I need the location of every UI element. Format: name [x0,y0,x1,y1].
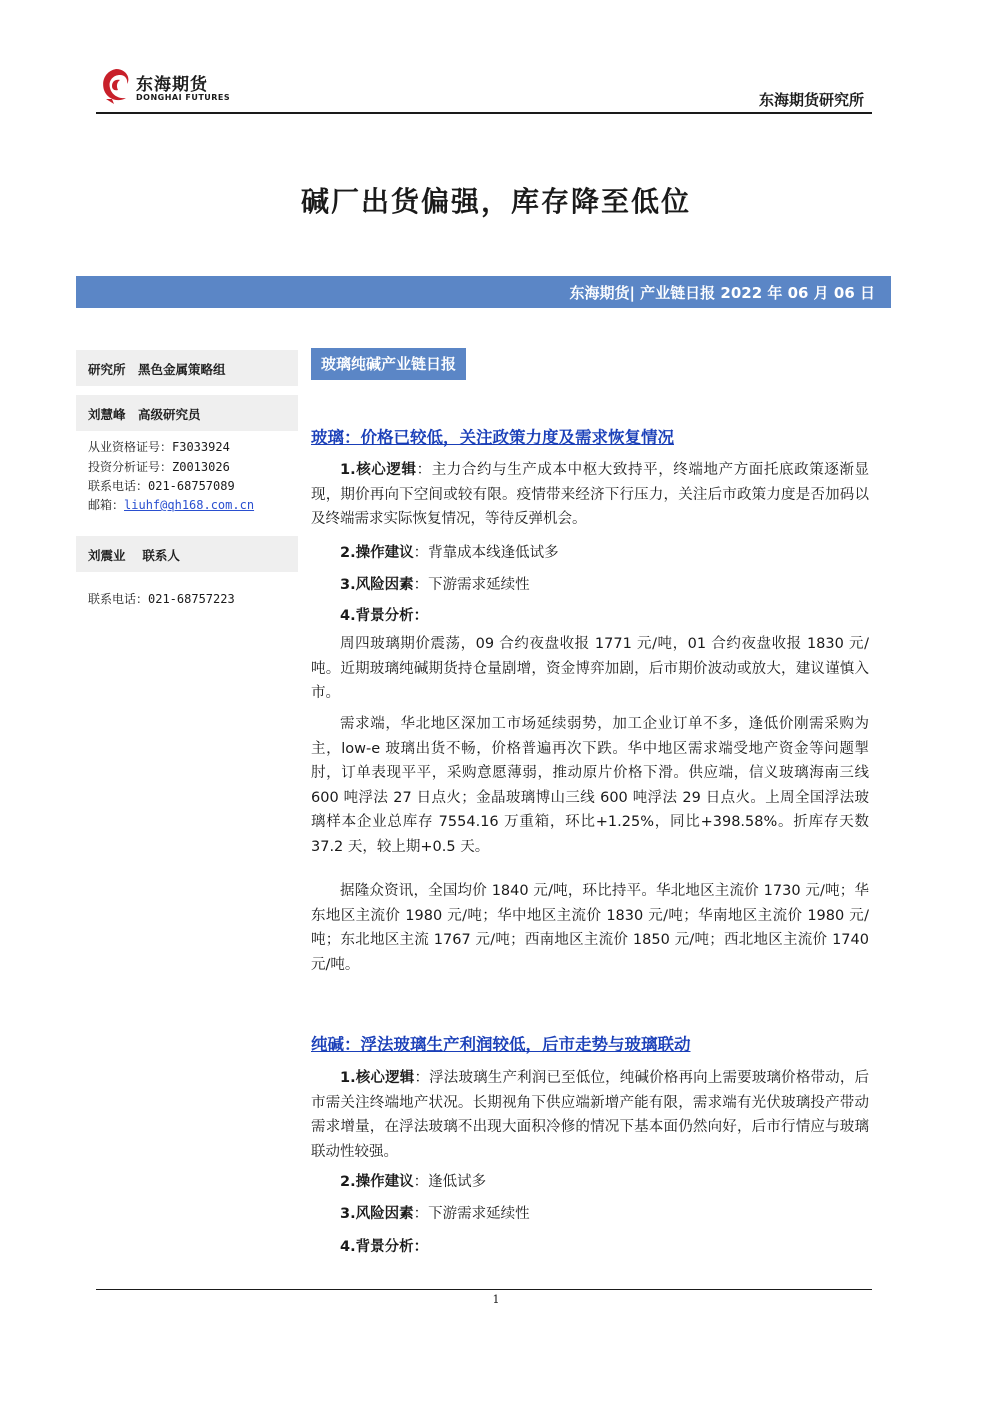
soda-advice-text: ：逢低试多 [413,1174,487,1190]
soda-risk [311,1202,530,1223]
dept-header [76,350,298,386]
soda-bg-colon: ： [413,1239,429,1255]
glass-para-2: 需求端，华北地区深加工市场延续弱势，加工企业订单不多，逢低价刚需采购为主，low-e 玻璃出货不畅，价格普遍再次下跌。华中地区需求端受地产资金等问题掣肘，订单表现平平，采购意愿薄弱，推动原片价格下滑。供应端，信义玻璃海南三线 600 吨浮法 27 日点火；金晶玻璃博山三线 600 吨浮法 29 日点火。上周全国浮法玻璃样本企业总库存 7554.16 万重箱，环比+1.25%，同比+398.58%。折库存天数 37.2 天，较上期+0.5 天。 [311,716,869,855]
analyst1-phone: 联系电话：021-68757089 [88,479,235,493]
report-title: 碱厂出货偏强，库存降至低位 [300,185,691,218]
soda-background [311,1235,428,1256]
glass-para-3: 据隆众资讯，全国均价 1840 元/吨，环比持平。华北地区主流价 1730 元/吨；华东地区主流价 1980 元/吨；华中地区主流价 1830 元/吨；华南地区主流价 1980 元/吨；东北地区主流 1767 元/吨；西南地区主流价 1850 元/吨；西北地区主流价 1740 元/吨。 [311,883,869,973]
soda-heading: 纯碱：浮法玻璃生产利润较低，后市走势与玻璃联动 [311,1035,691,1054]
glass-heading: 玻璃：价格已较低，关注政策力度及需求恢复情况 [311,428,674,447]
glass-risk-label: 3.风险因素 [340,577,414,593]
glass-advice-text: ：背靠成本线逢低试多 [413,545,559,561]
soda-advice-label: 2.操作建议 [340,1174,414,1190]
soda-risk-text: ：下游需求延续性 [413,1206,530,1222]
glass-advice [311,541,559,562]
glass-advice-label: 2.操作建议 [340,545,414,561]
analyst1-email-row [88,496,254,513]
glass-risk [311,573,530,594]
analyst2-header [76,536,298,572]
soda-advice [311,1170,486,1191]
glass-logic-text: ：主力合约与生产成本中枢大致持平，终端地产方面托底政策逐渐显现，期价再向下空间或较有限。疫情带来经济下行压力，关注后市政策力度是否加码以及终端需求实际恢复情况，等待反弹机会。 [311,462,869,527]
glass-bg-colon: ： [413,608,429,624]
glass-core-logic [311,458,869,532]
soda-logic-text: ：浮法玻璃生产利润已至低位，纯碱价格再向上需要玻璃价格带动，后市需关注终端地产状况。长期视角下供应端新增产能有限，需求端有光伏玻璃投产带动需求增量，在浮法玻璃不出现大面积冷修的情况下基本面仍然向好，后市行情应与玻璃联动性较强。 [311,1070,869,1160]
analyst1-cert: 从业资格证号：F3033924 [88,440,230,454]
footer-divider [96,1289,872,1290]
analyst1-name: 刘慧峰 高级研究员 [88,407,201,422]
email-label: 邮箱： [88,498,125,512]
glass-logic-label: 1.核心逻辑 [340,462,417,478]
soda-risk-label: 3.风险因素 [340,1206,414,1222]
analyst1-header [76,395,298,431]
soda-bg-label: 4.背景分析 [340,1239,414,1255]
company-logo [98,66,238,110]
page-number: 1 [492,1293,500,1306]
analyst2-name: 刘震业 联系人 [88,548,180,563]
logo-chinese-name: 东海期货 [136,75,208,95]
dept-label: 研究所 黑色金属策略组 [88,362,226,377]
institute-name: 东海期货研究所 [758,91,864,109]
banner-text: 东海期货| 产业链日报 2022 年 06 月 06 日 [569,284,875,302]
soda-core-logic [311,1066,869,1164]
glass-risk-text: ：下游需求延续性 [413,577,530,593]
analyst2-phone: 联系电话：021-68757223 [88,592,235,606]
soda-logic-label: 1.核心逻辑 [340,1070,415,1086]
section-tag: 玻璃纯碱产业链日报 [311,348,466,380]
header-divider [96,112,872,114]
dragon-logo-icon [98,66,134,106]
glass-background [311,604,428,625]
logo-english-name: DONGHAI FUTURES [136,93,231,102]
report-banner [76,276,891,308]
analyst1-invest-cert: 投资分析证号：Z0013026 [88,460,230,474]
analyst1-email-link[interactable]: liuhf@qh168.com.cn [124,498,255,512]
glass-para-1: 周四玻璃期价震荡，09 合约夜盘收报 1771 元/吨，01 合约夜盘收报 1830 元/吨。近期玻璃纯碱期货持仓量剧增，资金博弈加剧，后市期价波动或放大，建议谨慎入市。 [311,636,869,701]
glass-bg-label: 4.背景分析 [340,608,414,624]
